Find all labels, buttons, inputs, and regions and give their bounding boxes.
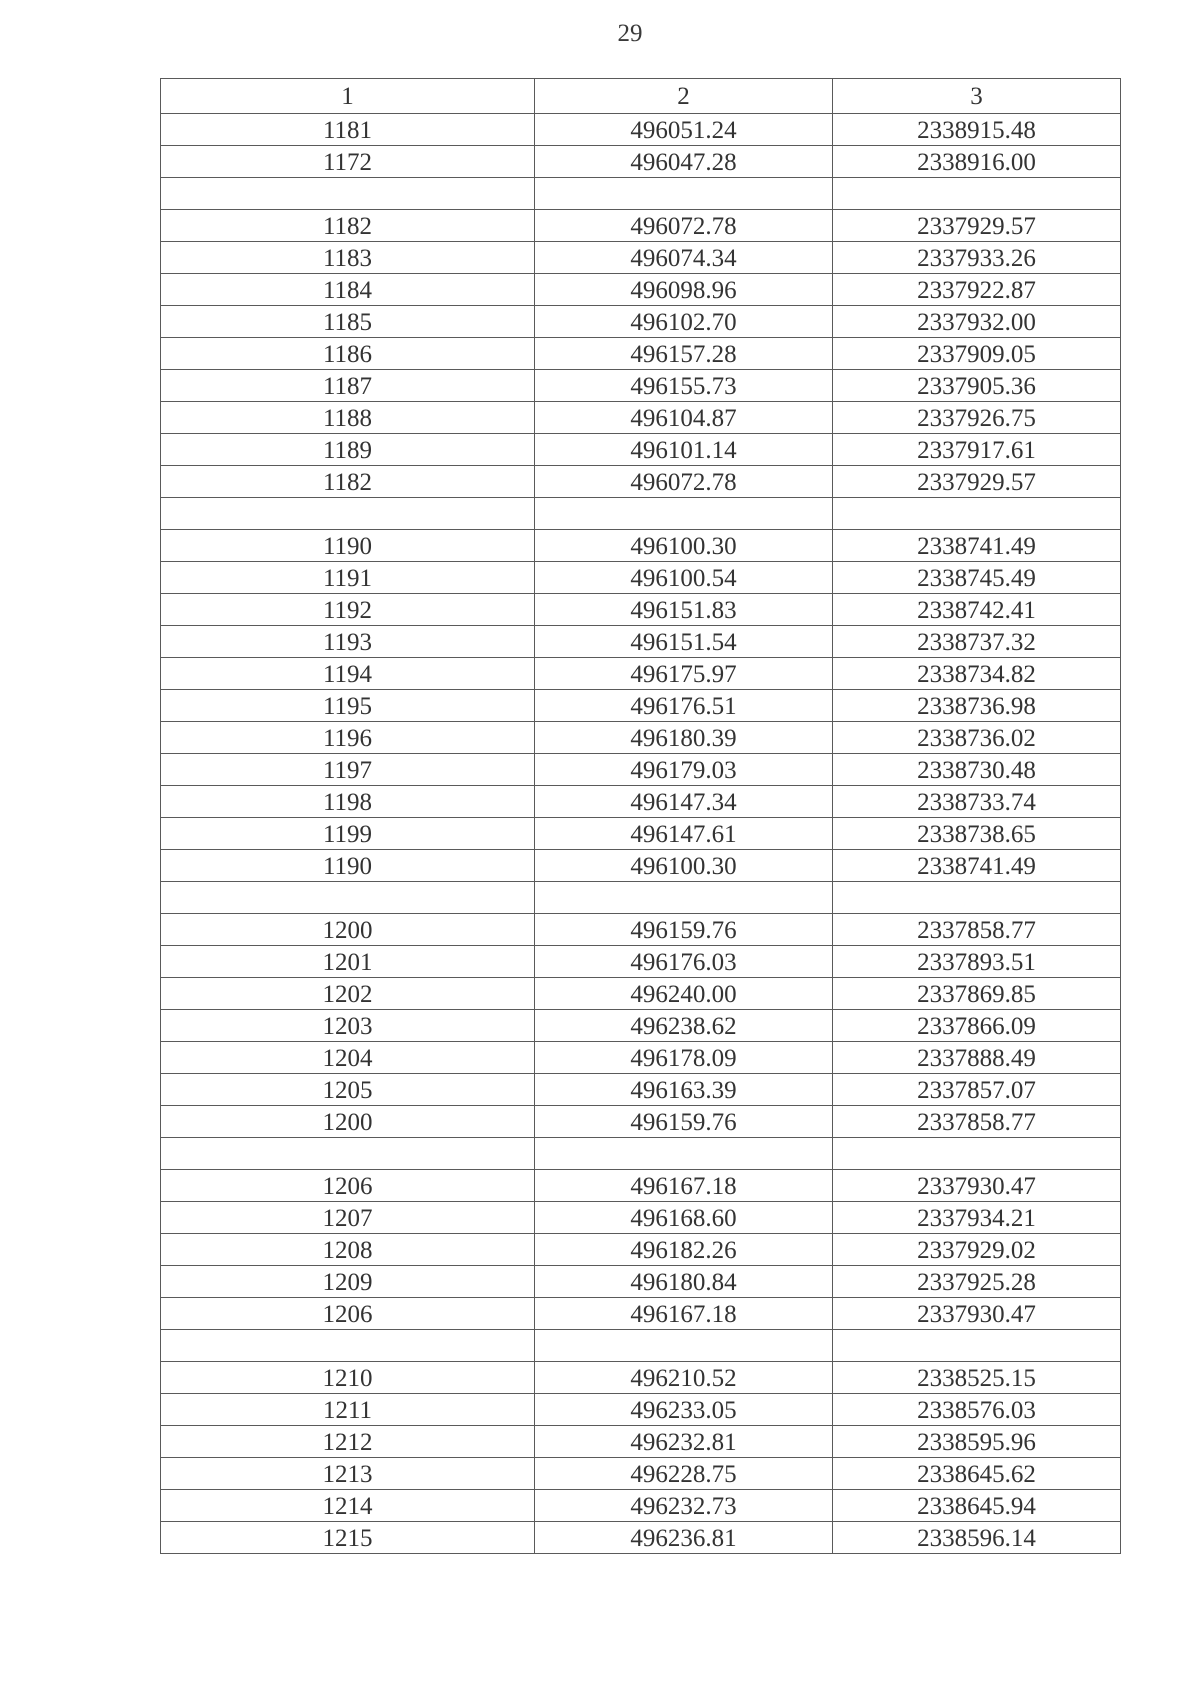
y-coordinate-cell: 2337922.87 <box>833 274 1121 306</box>
y-coordinate-cell: 2338736.02 <box>833 722 1121 754</box>
x-coordinate-cell: 496147.61 <box>535 818 833 850</box>
table-row <box>161 242 1121 274</box>
empty-cell <box>161 498 535 530</box>
x-coordinate-cell: 496236.81 <box>535 1522 833 1554</box>
x-coordinate-cell: 496147.34 <box>535 786 833 818</box>
point-number-cell: 1172 <box>161 146 535 178</box>
x-coordinate-cell: 496233.05 <box>535 1394 833 1426</box>
y-coordinate-cell: 2338734.82 <box>833 658 1121 690</box>
y-coordinate-cell: 2338915.48 <box>833 114 1121 146</box>
table-row <box>161 1426 1121 1458</box>
y-coordinate-cell: 2338645.94 <box>833 1490 1121 1522</box>
point-number-cell: 1215 <box>161 1522 535 1554</box>
y-coordinate-cell: 2338595.96 <box>833 1426 1121 1458</box>
table-row <box>161 1490 1121 1522</box>
table-row <box>161 114 1121 146</box>
table-row <box>161 562 1121 594</box>
point-number-cell: 1199 <box>161 818 535 850</box>
x-coordinate-cell: 496176.51 <box>535 690 833 722</box>
empty-cell <box>161 1138 535 1170</box>
table-row <box>161 530 1121 562</box>
y-coordinate-cell: 2337934.21 <box>833 1202 1121 1234</box>
table-row <box>161 1106 1121 1138</box>
point-number-cell: 1202 <box>161 978 535 1010</box>
x-coordinate-cell: 496098.96 <box>535 274 833 306</box>
point-number-cell: 1200 <box>161 914 535 946</box>
y-coordinate-cell: 2338576.03 <box>833 1394 1121 1426</box>
y-coordinate-cell: 2337858.77 <box>833 1106 1121 1138</box>
table-row <box>161 1010 1121 1042</box>
point-number-cell: 1211 <box>161 1394 535 1426</box>
table-row <box>161 754 1121 786</box>
point-number-cell: 1183 <box>161 242 535 274</box>
y-coordinate-cell: 2337932.00 <box>833 306 1121 338</box>
column-header-2: 2 <box>535 79 833 114</box>
group-separator-row <box>161 1138 1121 1170</box>
y-coordinate-cell: 2337930.47 <box>833 1298 1121 1330</box>
point-number-cell: 1182 <box>161 210 535 242</box>
y-coordinate-cell: 2337869.85 <box>833 978 1121 1010</box>
y-coordinate-cell: 2338736.98 <box>833 690 1121 722</box>
table-row <box>161 1394 1121 1426</box>
point-number-cell: 1205 <box>161 1074 535 1106</box>
point-number-cell: 1204 <box>161 1042 535 1074</box>
table-row <box>161 722 1121 754</box>
y-coordinate-cell: 2337929.57 <box>833 210 1121 242</box>
table-row <box>161 978 1121 1010</box>
x-coordinate-cell: 496176.03 <box>535 946 833 978</box>
point-number-cell: 1197 <box>161 754 535 786</box>
point-number-cell: 1214 <box>161 1490 535 1522</box>
y-coordinate-cell: 2337909.05 <box>833 338 1121 370</box>
y-coordinate-cell: 2337905.36 <box>833 370 1121 402</box>
table-row <box>161 402 1121 434</box>
y-coordinate-cell: 2337888.49 <box>833 1042 1121 1074</box>
point-number-cell: 1182 <box>161 466 535 498</box>
y-coordinate-cell: 2337917.61 <box>833 434 1121 466</box>
x-coordinate-cell: 496104.87 <box>535 402 833 434</box>
table-row <box>161 626 1121 658</box>
x-coordinate-cell: 496167.18 <box>535 1170 833 1202</box>
x-coordinate-cell: 496179.03 <box>535 754 833 786</box>
point-number-cell: 1207 <box>161 1202 535 1234</box>
y-coordinate-cell: 2337857.07 <box>833 1074 1121 1106</box>
table-row <box>161 786 1121 818</box>
table-header-row <box>161 79 1121 114</box>
column-header-3: 3 <box>833 79 1121 114</box>
table-row <box>161 1266 1121 1298</box>
y-coordinate-cell: 2338742.41 <box>833 594 1121 626</box>
point-number-cell: 1195 <box>161 690 535 722</box>
point-number-cell: 1208 <box>161 1234 535 1266</box>
x-coordinate-cell: 496047.28 <box>535 146 833 178</box>
y-coordinate-cell: 2338738.65 <box>833 818 1121 850</box>
y-coordinate-cell: 2338741.49 <box>833 530 1121 562</box>
table-body <box>161 79 1121 1554</box>
point-number-cell: 1198 <box>161 786 535 818</box>
x-coordinate-cell: 496051.24 <box>535 114 833 146</box>
y-coordinate-cell: 2338745.49 <box>833 562 1121 594</box>
point-number-cell: 1200 <box>161 1106 535 1138</box>
point-number-cell: 1190 <box>161 530 535 562</box>
x-coordinate-cell: 496101.14 <box>535 434 833 466</box>
y-coordinate-cell: 2337930.47 <box>833 1170 1121 1202</box>
empty-cell <box>535 1138 833 1170</box>
x-coordinate-cell: 496151.54 <box>535 626 833 658</box>
x-coordinate-cell: 496163.39 <box>535 1074 833 1106</box>
table-row <box>161 466 1121 498</box>
y-coordinate-cell: 2338730.48 <box>833 754 1121 786</box>
point-number-cell: 1189 <box>161 434 535 466</box>
x-coordinate-cell: 496159.76 <box>535 1106 833 1138</box>
y-coordinate-cell: 2338737.32 <box>833 626 1121 658</box>
table-row <box>161 370 1121 402</box>
y-coordinate-cell: 2338596.14 <box>833 1522 1121 1554</box>
x-coordinate-cell: 496072.78 <box>535 210 833 242</box>
empty-cell <box>161 178 535 210</box>
x-coordinate-cell: 496100.54 <box>535 562 833 594</box>
x-coordinate-cell: 496182.26 <box>535 1234 833 1266</box>
table-row <box>161 594 1121 626</box>
empty-cell <box>535 882 833 914</box>
point-number-cell: 1187 <box>161 370 535 402</box>
x-coordinate-cell: 496102.70 <box>535 306 833 338</box>
point-number-cell: 1184 <box>161 274 535 306</box>
x-coordinate-cell: 496228.75 <box>535 1458 833 1490</box>
x-coordinate-cell: 496238.62 <box>535 1010 833 1042</box>
point-number-cell: 1181 <box>161 114 535 146</box>
y-coordinate-cell: 2338916.00 <box>833 146 1121 178</box>
table-row <box>161 914 1121 946</box>
table-row <box>161 1234 1121 1266</box>
point-number-cell: 1201 <box>161 946 535 978</box>
y-coordinate-cell: 2338645.62 <box>833 1458 1121 1490</box>
empty-cell <box>833 882 1121 914</box>
point-number-cell: 1190 <box>161 850 535 882</box>
table-row <box>161 690 1121 722</box>
table-row <box>161 1170 1121 1202</box>
x-coordinate-cell: 496159.76 <box>535 914 833 946</box>
point-number-cell: 1194 <box>161 658 535 690</box>
group-separator-row <box>161 1330 1121 1362</box>
table-row <box>161 658 1121 690</box>
x-coordinate-cell: 496240.00 <box>535 978 833 1010</box>
x-coordinate-cell: 496100.30 <box>535 850 833 882</box>
empty-cell <box>535 1330 833 1362</box>
table-row <box>161 818 1121 850</box>
table-row <box>161 434 1121 466</box>
empty-cell <box>833 178 1121 210</box>
table-row <box>161 1298 1121 1330</box>
empty-cell <box>535 498 833 530</box>
table-row <box>161 1202 1121 1234</box>
point-number-cell: 1185 <box>161 306 535 338</box>
table-row <box>161 946 1121 978</box>
empty-cell <box>833 1330 1121 1362</box>
y-coordinate-cell: 2337925.28 <box>833 1266 1121 1298</box>
x-coordinate-cell: 496100.30 <box>535 530 833 562</box>
empty-cell <box>833 1138 1121 1170</box>
x-coordinate-cell: 496180.84 <box>535 1266 833 1298</box>
table-row <box>161 1362 1121 1394</box>
point-number-cell: 1209 <box>161 1266 535 1298</box>
table-row <box>161 850 1121 882</box>
page-number: 29 <box>617 20 643 47</box>
y-coordinate-cell: 2337926.75 <box>833 402 1121 434</box>
table-row <box>161 1522 1121 1554</box>
point-number-cell: 1196 <box>161 722 535 754</box>
point-number-cell: 1191 <box>161 562 535 594</box>
empty-cell <box>161 1330 535 1362</box>
x-coordinate-cell: 496157.28 <box>535 338 833 370</box>
point-number-cell: 1193 <box>161 626 535 658</box>
column-header-1: 1 <box>161 79 535 114</box>
point-number-cell: 1203 <box>161 1010 535 1042</box>
table-row <box>161 1074 1121 1106</box>
empty-cell <box>535 178 833 210</box>
table-row <box>161 210 1121 242</box>
y-coordinate-cell: 2337858.77 <box>833 914 1121 946</box>
y-coordinate-cell: 2337933.26 <box>833 242 1121 274</box>
table-row <box>161 146 1121 178</box>
x-coordinate-cell: 496178.09 <box>535 1042 833 1074</box>
y-coordinate-cell: 2338741.49 <box>833 850 1121 882</box>
table-row <box>161 306 1121 338</box>
x-coordinate-cell: 496175.97 <box>535 658 833 690</box>
x-coordinate-cell: 496155.73 <box>535 370 833 402</box>
table-row <box>161 1042 1121 1074</box>
point-number-cell: 1206 <box>161 1170 535 1202</box>
x-coordinate-cell: 496167.18 <box>535 1298 833 1330</box>
point-number-cell: 1213 <box>161 1458 535 1490</box>
x-coordinate-cell: 496210.52 <box>535 1362 833 1394</box>
x-coordinate-cell: 496232.81 <box>535 1426 833 1458</box>
y-coordinate-cell: 2337866.09 <box>833 1010 1121 1042</box>
empty-cell <box>833 498 1121 530</box>
coordinates-table <box>160 78 1121 1554</box>
group-separator-row <box>161 178 1121 210</box>
y-coordinate-cell: 2337893.51 <box>833 946 1121 978</box>
table-row <box>161 274 1121 306</box>
y-coordinate-cell: 2337929.02 <box>833 1234 1121 1266</box>
x-coordinate-cell: 496072.78 <box>535 466 833 498</box>
point-number-cell: 1206 <box>161 1298 535 1330</box>
x-coordinate-cell: 496074.34 <box>535 242 833 274</box>
point-number-cell: 1188 <box>161 402 535 434</box>
y-coordinate-cell: 2338733.74 <box>833 786 1121 818</box>
x-coordinate-cell: 496151.83 <box>535 594 833 626</box>
x-coordinate-cell: 496232.73 <box>535 1490 833 1522</box>
y-coordinate-cell: 2338525.15 <box>833 1362 1121 1394</box>
point-number-cell: 1192 <box>161 594 535 626</box>
group-separator-row <box>161 498 1121 530</box>
table-row <box>161 338 1121 370</box>
x-coordinate-cell: 496168.60 <box>535 1202 833 1234</box>
x-coordinate-cell: 496180.39 <box>535 722 833 754</box>
group-separator-row <box>161 882 1121 914</box>
y-coordinate-cell: 2337929.57 <box>833 466 1121 498</box>
point-number-cell: 1186 <box>161 338 535 370</box>
point-number-cell: 1210 <box>161 1362 535 1394</box>
empty-cell <box>161 882 535 914</box>
point-number-cell: 1212 <box>161 1426 535 1458</box>
table-row <box>161 1458 1121 1490</box>
